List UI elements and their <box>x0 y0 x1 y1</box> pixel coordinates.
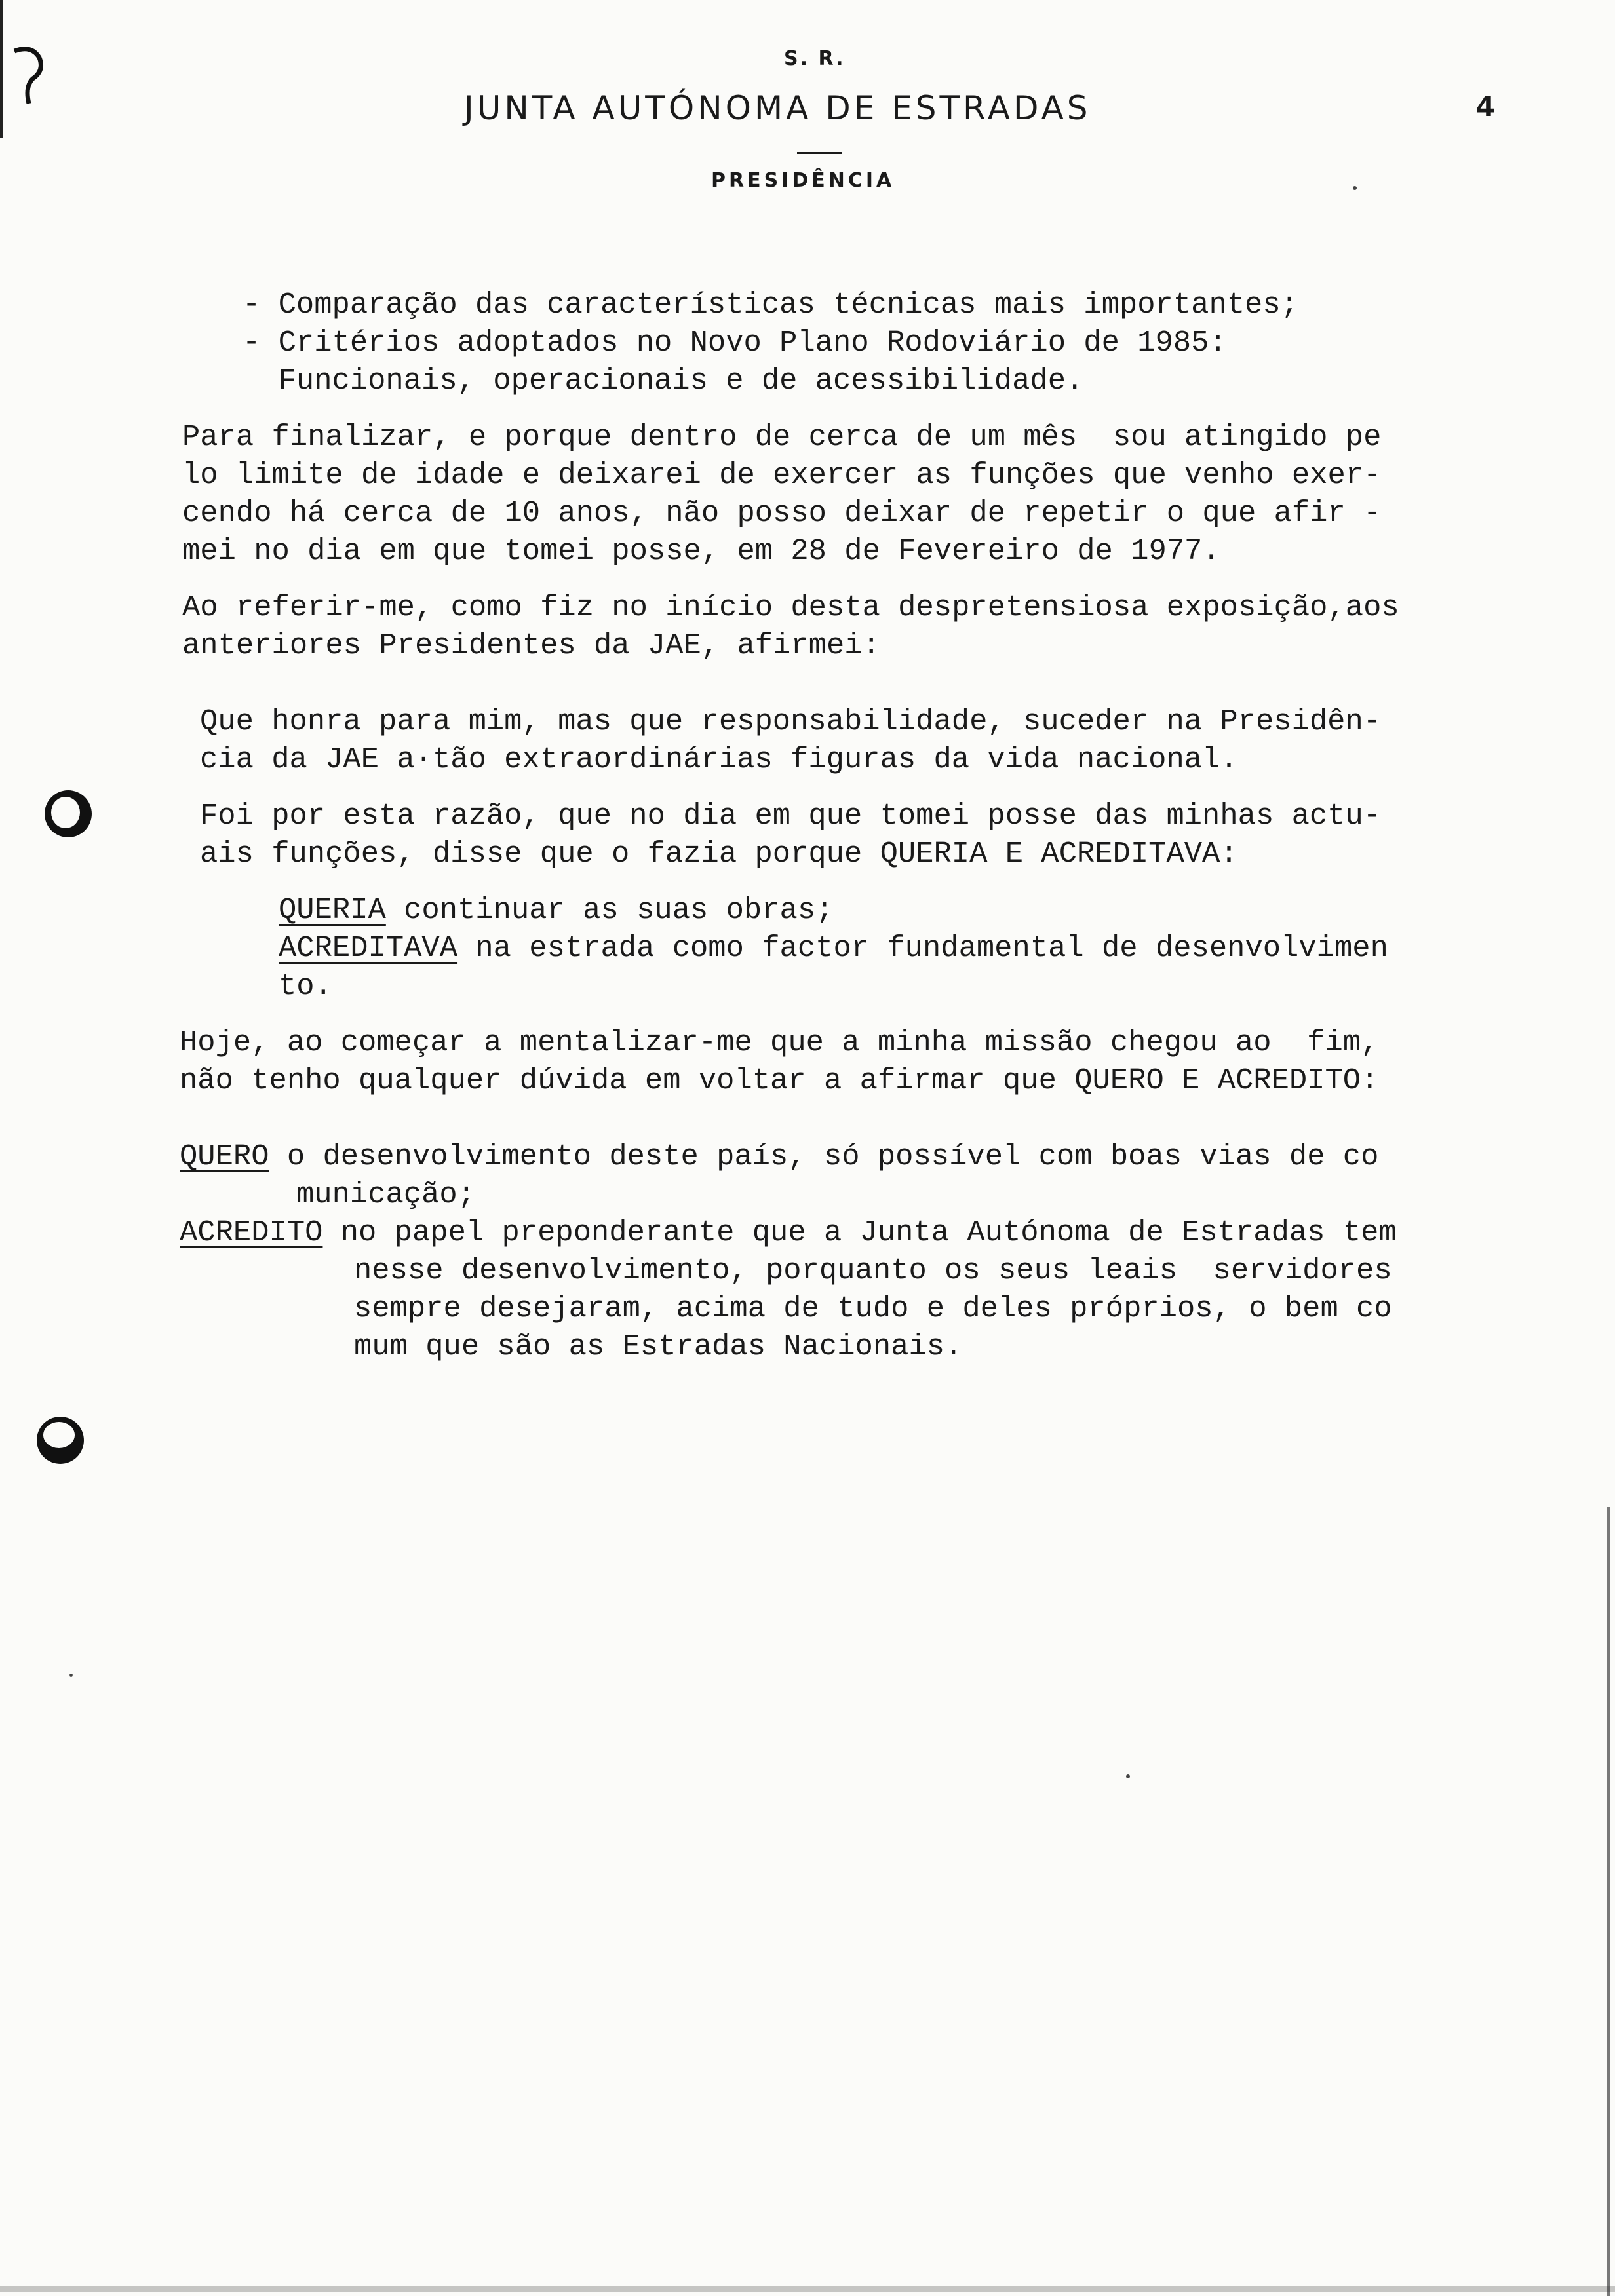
page-edge <box>1607 1507 1610 2296</box>
punch-hole-icon <box>33 1413 88 1468</box>
quote-line: Foi por esta razão, que no dia em que tomei posse das minhas actu- <box>200 799 1382 833</box>
department-title: PRESIDÊNCIA <box>711 169 895 192</box>
paragraph-line: mei no dia em que tomei posse, em 28 de Fevereiro de 1977. <box>182 534 1220 568</box>
acredito-line <box>180 1214 1397 1252</box>
header-sr: S. R. <box>784 47 846 70</box>
quero-continuation: municação; <box>296 1177 476 1212</box>
acreditava-keyword: ACREDITAVA <box>279 931 458 965</box>
paragraph-line: Para finalizar, e porque dentro de cerca de um mês sou atingido pe <box>182 420 1382 454</box>
acreditava-text: na estrada como factor fundamental de desenvolvimen <box>457 931 1388 965</box>
header-divider <box>797 152 842 154</box>
quero-line <box>180 1138 1378 1176</box>
queria-text: continuar as suas obras; <box>385 893 834 927</box>
page-edge <box>0 0 3 138</box>
list-item: - Comparação das características técnicas mais importantes; <box>243 288 1298 322</box>
acredito-keyword: ACREDITO <box>180 1215 323 1250</box>
speck <box>69 1674 73 1677</box>
paragraph-line: cendo há cerca de 10 anos, não posso deixar de repetir o que afir - <box>182 496 1382 530</box>
acredito-continuation: mum que são as Estradas Nacionais. <box>354 1330 963 1364</box>
quote-line: Que honra para mim, mas que responsabilidade, suceder na Presidên- <box>200 704 1382 738</box>
quero-text: o desenvolvimento deste país, só possível com boas vias de co <box>269 1139 1379 1174</box>
quote-line: ais funções, disse que o fazia porque QUERIA E ACREDITAVA: <box>200 837 1238 871</box>
page-number: 4 <box>1475 90 1495 123</box>
acredito-continuation: nesse desenvolvimento, porquanto os seus leais servidores <box>354 1253 1392 1288</box>
quote-line: cia da JAE a·tão extraordinárias figuras da vida nacional. <box>200 742 1238 776</box>
queria-line <box>279 891 833 929</box>
speck <box>1126 1774 1130 1778</box>
organization-title: JUNTA AUTÓNOMA DE ESTRADAS <box>464 89 1091 127</box>
paragraph-line: Ao referir-me, como fiz no início desta despretensiosa exposição,aos <box>182 590 1399 624</box>
speck <box>1353 186 1357 190</box>
paragraph-line: não tenho qualquer dúvida em voltar a afirmar que QUERO E ACREDITO: <box>180 1063 1379 1098</box>
list-item: - Critérios adoptados no Novo Plano Rodoviário de 1985: <box>243 326 1227 360</box>
acreditava-line <box>279 929 1388 967</box>
page-edge <box>0 2286 1615 2292</box>
quero-keyword: QUERO <box>180 1139 269 1174</box>
queria-keyword: QUERIA <box>279 893 386 927</box>
list-item-continuation: Funcionais, operacionais e de acessibilidade. <box>243 364 1084 398</box>
paragraph-line: lo limite de idade e deixarei de exercer as funções que venho exer- <box>182 458 1382 492</box>
corner-mark-icon <box>5 38 51 110</box>
acredito-continuation: sempre desejaram, acima de tudo e deles próprios, o bem co <box>354 1292 1392 1326</box>
punch-hole-icon <box>41 786 96 841</box>
acreditava-continuation: to. <box>279 969 332 1003</box>
acredito-text: no papel preponderante que a Junta Autónoma de Estradas tem <box>322 1215 1397 1250</box>
paragraph-line: Hoje, ao começar a mentalizar-me que a minha missão chegou ao fim, <box>180 1025 1379 1060</box>
paragraph-line: anteriores Presidentes da JAE, afirmei: <box>182 628 880 662</box>
